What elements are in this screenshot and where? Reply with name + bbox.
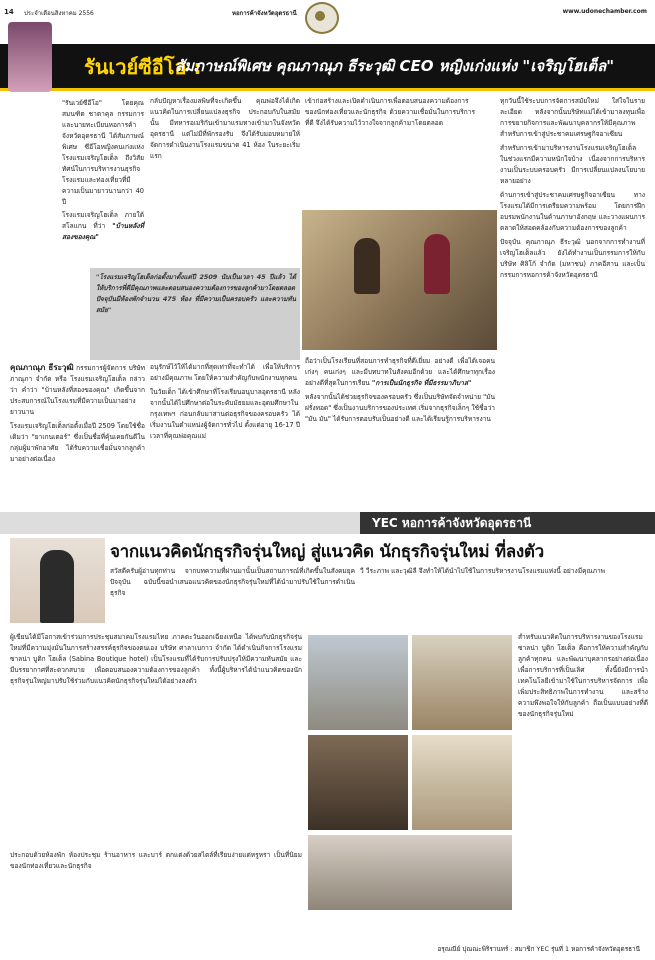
author-credit: อรุณณีย์ ปุณณะพิริรานทร์ : สมาชิก YEC รุ่นที่ 1 หอการค้าจังหวัดอุดรธานี (437, 945, 640, 953)
article1-column-3b (305, 356, 495, 425)
paragraph: ในวัยเด็ก ได้เข้าศึกษาที่โรงเรียนอนุบาลอุดรธานี หลังจากนั้นได้ไปศึกษาต่อในระดับมัธยมและอุดมศึกษาในกรุงเทพฯ ก่อนกลับมาสานต่อธุรกิจของครอบครัว ได้เริ่มงานในตำแหน่งผู้จัดการทั่วไป ตั้งแต่อายุ 16-17 ปี เวลาที่คุณพ่อคุณแม่ (150, 388, 300, 440)
paragraph: วี วีระภาพ และวุฒิลี จึงทำให้ได้นำไปใช้ในการบริหารงานโรงแรมแห่งนี้ อย่างมีคุณภาพ (360, 567, 605, 575)
issue-date: ประจำเดือนสิงหาคม 2556 (24, 10, 94, 17)
slogan: "บ้านหลังที่สองของคุณ" (62, 222, 144, 241)
pull-quote: "โรงแรมเจริญโฮเต็ลก่อตั้งมาตั้งแต่ปี 2509 นับเป็นเวลา 45 ปีแล้ว ได้ให้บริการที่ดีมีคุณภาพและตอบสนองความต้องการของลูกค้ามาโดยตลอด ปัจจุบันมีห้องพักจำนวน 475 ห้อง ที่มีความเป็นครอบครัว และความทันสมัย" (96, 273, 296, 314)
chamber-seal-icon (305, 2, 339, 34)
motto: "การเป็นนักธุรกิจ ที่มีธรรมาภิบาล" (371, 379, 472, 387)
paragraph: ถือว่าเป็นโรงเรียนที่สอนการทำธุรกิจที่ดีเยี่ยม อย่างดี เพื่อได้เจอคนเก่งๆ คนเก่งๆ และมีบทบาทในสังคมอีกด้วย และได้ศึกษาทุกเรื่อง อย่างดีที่สุดในการเรียน (305, 357, 495, 387)
paragraph: ผู้เขียนได้มีโอกาสเข้าร่วมการประชุมสมาคมโรงแรมไทย ภาคตะวันออกเฉียงเหนือ ได้พบกับนักธุรกิจรุ่นใหม่ที่มีความมุ่งมั่นในการสร้างสรรค์ธุรกิจของตนเอง บริษัท ศาลาเบกาว จำกัด ได้ดำเนินกิจการโรงแรม ซาลน่า บูติก โฮเต็ล (Sabina Boutique hotel) เป็นโรงแรมที่ได้รับการปรับปรุงให้มีความทันสมัย และมีบรรยากาศที่สะดวกสบาย เพื่อตอบสนองความต้องการของลูกค้า ทั้งนี้ผู้บริหารได้นำแนวคิดของนักธุรกิจรุ่นใหญ่มาปรับใช้ร่วมกับแนวคิดนักธุรกิจรุ่นใหม่ได้อย่างลงตัว (10, 633, 302, 685)
hotel-exterior-photo (308, 635, 408, 730)
article1-column-3 (305, 96, 475, 129)
hotel-bar-photo (308, 735, 408, 830)
section2-body-mid (10, 850, 302, 872)
paragraph: ปัจจุบัน คุณภาณุภ ธีระวุฒิ นอกจากการทำงานที่เจริญโฮเต็ลแล้ว ยังได้ทำงานเป็นกรรมการให้กับ บริษัท ศิลิโก้ จำกัด (มหาชน) ภาคอีสาน และเป็นกรรมการหอการค้าจังหวัดอุดรธานี (500, 238, 645, 279)
hotel-team-photo (308, 835, 512, 910)
slogan-intro: โรงแรมเจริญโฮเต็ล ภายใต้สโลแกน ที่ว่า (62, 211, 144, 230)
section2-body-left (10, 632, 302, 687)
paragraph: เข้าก่อสร้างและเปิดดำเนินการเพื่อตอบสนองความต้องการของนักท่องเที่ยวและนักธุรกิจ ด้วยความเชื่อมั่นในการบริการที่ดี จึงได้รับความไว้วางใจจากลูกค้ามาโดยตลอด (305, 97, 475, 127)
author-photo (10, 538, 105, 623)
page-number: 14 (4, 8, 14, 16)
section-headline: จากแนวคิดนักธุรกิจรุ่นใหญ่ สู่แนวคิด นักธุรกิจรุ่นใหม่ ที่ลงตัว (110, 542, 544, 562)
interview-photo (302, 210, 497, 350)
paragraph: ทุกวันนี้ใช้ระบบการจัดการสมัยใหม่ ใส่ใจในรายละเอียด หลังจากนั้นบริษัทแม่ได้เข้ามาลงทุนเพื่อการขยายกิจการและพัฒนาบุคลากรให้มีคุณภาพสำหรับการเข้าสู่ประชาคมเศรษฐกิจอาเซียน (500, 97, 645, 138)
article1-column-2b (150, 362, 300, 442)
paragraph: ด้านการเข้าสู่ประชาคมเศรษฐกิจอาเซียน ทางโรงแรมได้มีการเตรียมความพร้อม โดยการฝึกอบรมพนักงานในด้านภาษาอังกฤษ และวางแผนการตลาดให้สอดคล้องกับความต้องการของลูกค้า (500, 191, 645, 232)
paragraph: อนุรักษ์ไว้ให้ได้มากที่สุดเท่าที่จะทำได้ เพื่อให้บริการอย่างมีคุณภาพ โดยให้ความสำคัญกับพนักงานทุกคน (150, 363, 300, 382)
paragraph: กลับปัญหาเรื่องมลพิษที่จะเกิดขึ้น คุณพ่อจึงได้เกิดแนวคิดในการเปลี่ยนแปลงธุรกิจ ประกอบกับในสมัยนั้น มีทหารอเมริกันเข้ามาแรมทางเข้ามาในจังหวัดอุดรธานี แต่ไม่มีที่พักรองรับ จึงได้รับมอบหมายให้จัดการดำเนินงานโรงแรมขนาด 41 ห้อง ในระยะเริ่มแรก (150, 97, 300, 160)
intro-paragraph: "รันเวย์ซีอีโอ" โดยคุณสมนฑิต ชาตาคุล กรรมการและนายทะเบียนหอการค้าจังหวัดอุดรธานี ได้สัมภาษณ์พิเศษ ซีอีโอหญิงคนเก่งแห่งโรงแรมเจริญโฮเต็ล ถึงวิสัยทัศน์ในการบริหารงานธุรกิจโรงแรมและท่องเที่ยวที่มีความเป็นมายาวนานกว่า 40 ปี (62, 99, 144, 206)
chamber-name: หอการค้าจังหวัดอุดรธานี (232, 10, 297, 17)
section2-intro (110, 566, 355, 599)
top-strip (0, 0, 655, 44)
hotel-lobby-photo (412, 735, 512, 830)
paragraph: โรงแรมเจริญโฮเต็ลก่อตั้งเมื่อปี 2509 โดยใช้ชื่อเดิมว่า "ยาเกนเตอร์" ซึ่งเป็นชื่อที่คุ้นเคยกันดีในกลุ่มผู้มาพักอาศัย ได้รับความเชื่อมั่นจากลูกค้ามาอย่างต่อเนื่อง (10, 422, 145, 463)
section2-body-right (518, 632, 648, 720)
paragraph: สำหรับการเข้ามาบริหารงานโรงแรมเจริญโฮเต็ล ในช่วงแรกมีความหนักใจบ้าง เนื่องจากการบริหารงานเป็นระบบครอบครัว มีการเปลี่ยนแปลงนโยบายหลายอย่าง (500, 144, 645, 185)
paragraph: สำหรับแนวคิดในการบริหารงานของโรงแรม ซาลน่า บูติก โฮเต็ล คือการให้ความสำคัญกับลูกค้าทุกคน และพัฒนาบุคลากรอย่างต่อเนื่อง เพื่อการบริการที่เป็นเลิศ ทั้งนี้ยังมีการนำเทคโนโลยีเข้ามาใช้ในการบริหารจัดการ เพื่อเพิ่มประสิทธิภาพในการทำงาน และสร้างความพึงพอใจให้กับลูกค้า ถือเป็นแบบอย่างที่ดีของนักธุรกิจรุ่นใหม่ (518, 633, 648, 718)
ceo-portrait (8, 22, 52, 92)
paragraph: กรรมการผู้จัดการ บริษัท ภาณุภา จำกัด หรือ โรงแรมเจริญโฮเต็ล กล่าวว่า คำว่า "บ้านหลังที่สองของคุณ" เกิดขึ้นจากประสบการณ์ในโรงแรมที่มีความเป็นมาอย่างยาวนาน (10, 364, 145, 416)
hotel-room-photo (412, 635, 512, 730)
website-url: www.udonechamber.com (562, 8, 647, 15)
column-title: รันเวย์ซีอีโอ : (84, 55, 202, 79)
article1-column-1b (10, 362, 145, 465)
article1-column-4 (500, 96, 645, 281)
article1-column-2 (150, 96, 300, 162)
interviewee-name: คุณภาณุภ ธีระวุฒิ (10, 363, 74, 372)
article1-column-1 (62, 98, 144, 243)
section2-intro-right (360, 566, 645, 577)
paragraph: หลังจากนั้นได้ช่วยธุรกิจของครอบครัว ซึ่งเป็นบริษัทจัดจำหน่าย "มันฝรั่งทอด" ซึ่งเป็นงานบริการของประเทศ เริ่มจากธุรกิจเล็กๆ ใช้ชื่อว่า "มัน มัน" ได้รับการตอบรับเป็นอย่างดี และได้เรียนรู้การบริหารงาน (305, 393, 495, 423)
paragraph: ประกอบด้วยห้องพัก ห้องประชุม ร้านอาหาร และบาร์ ตกแต่งด้วยสไตล์ที่เรียบง่ายแต่หรูหรา เป็นที่นิยมของนักท่องเที่ยวและนักธุรกิจ (10, 851, 302, 870)
section-band: YEC หอการค้าจังหวัดอุดรธานี (360, 512, 655, 534)
paragraph: สวัสดีครับผู้อ่านทุกท่าน จากบทความที่ผ่านมานั้นเป็นสถานการณ์ที่เกิดขึ้นในสังคมยุคปัจจุบัน ฉบับนี้ขอนำเสนอแนวคิดของนักธุรกิจรุ่นใหม่ที่ได้นำมาปรับใช้ในการดำเนินธุรกิจ (110, 567, 355, 597)
headline: สัมภาษณ์พิเศษ คุณภาณุภ ธีระวุฒิ CEO หญิงเก่งแห่ง "เจริญโฮเต็ล" (175, 57, 615, 75)
